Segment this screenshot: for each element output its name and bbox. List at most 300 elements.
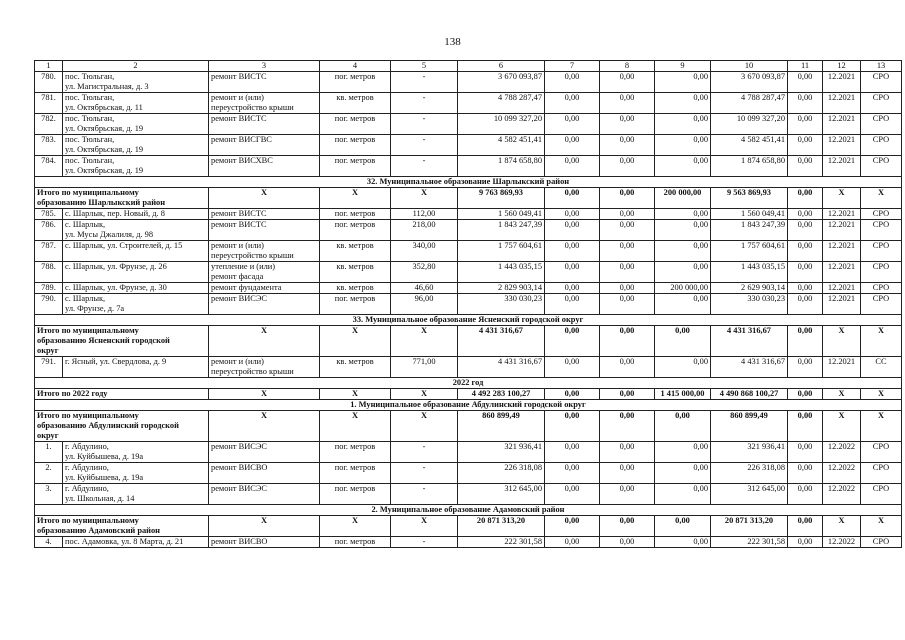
table-cell: 10 099 327,20 (711, 114, 788, 135)
table-cell: 783. (35, 135, 63, 156)
table-cell: 0,00 (788, 463, 823, 484)
subtotal-cell: 0,00 (655, 516, 711, 537)
table-cell: 0,00 (545, 463, 600, 484)
table-cell: 0,00 (788, 484, 823, 505)
table-cell: с. Шарлык, пер. Новый, д. 8 (63, 209, 209, 220)
table-row (35, 283, 902, 294)
subtotal-cell: X (209, 411, 320, 442)
table-cell: с. Шарлык, ул. Фрунзе, д. 30 (63, 283, 209, 294)
section-title: 33. Муниципальное образование Ясненский городской округ (35, 315, 902, 326)
subtotal-cell: 4 492 283 100,27 (458, 389, 545, 400)
subtotal-cell: 0,00 (600, 188, 655, 209)
subtotal-cell: X (823, 326, 861, 357)
column-number-cell: 2 (63, 61, 209, 72)
subtotal-cell: 9 763 869,93 (458, 188, 545, 209)
table-cell: 1 560 049,41 (458, 209, 545, 220)
table-row (35, 93, 902, 114)
column-number-cell: 5 (391, 61, 458, 72)
subtotal-cell: X (823, 389, 861, 400)
table-cell: СС (861, 357, 902, 378)
table-cell: 786. (35, 220, 63, 241)
subtotal-cell: 4 490 868 100,27 (711, 389, 788, 400)
table-cell: пог. метров (320, 484, 391, 505)
subtotal-cell: 20 871 313,20 (458, 516, 545, 537)
table-cell: - (391, 93, 458, 114)
table-cell: ремонт ВИСЭС (209, 442, 320, 463)
table-cell: 12.2021 (823, 357, 861, 378)
subtotal-cell: X (391, 516, 458, 537)
table-cell: 0,00 (788, 537, 823, 548)
table-cell: 0,00 (600, 463, 655, 484)
table-cell: 0,00 (600, 156, 655, 177)
table-cell: 0,00 (655, 537, 711, 548)
table-cell: г. Абдулино, ул. Куйбышева, д. 19а (63, 463, 209, 484)
table-cell: 12.2021 (823, 114, 861, 135)
table-cell: 0,00 (600, 114, 655, 135)
table-cell: 1 874 658,80 (458, 156, 545, 177)
table-cell: СРО (861, 537, 902, 548)
subtotal-cell: X (391, 188, 458, 209)
table-cell: пос. Тюльган, ул. Октябрьская, д. 11 (63, 93, 209, 114)
subtotal-cell: X (391, 389, 458, 400)
table-cell: пог. метров (320, 209, 391, 220)
table-cell: 0,00 (788, 294, 823, 315)
column-number-cell: 3 (209, 61, 320, 72)
table-cell: 12.2022 (823, 463, 861, 484)
table-cell: 0,00 (545, 357, 600, 378)
table-cell: ремонт ВИСХВС (209, 156, 320, 177)
capital-repair-table (34, 60, 902, 548)
table-cell: 12.2021 (823, 156, 861, 177)
table-cell: СРО (861, 442, 902, 463)
table-cell: ремонт и (или) переустройство крыши (209, 357, 320, 378)
table-cell: 0,00 (655, 241, 711, 262)
subtotal-cell: 0,00 (655, 411, 711, 442)
column-number-cell: 8 (600, 61, 655, 72)
table-cell: 781. (35, 93, 63, 114)
table-cell: 0,00 (545, 220, 600, 241)
table-cell: 12.2021 (823, 209, 861, 220)
table-row (35, 241, 902, 262)
table-row (35, 357, 902, 378)
table-cell: пос. Тюльган, ул. Магистральная, д. 3 (63, 72, 209, 93)
table-cell: 0,00 (545, 72, 600, 93)
table-cell: пог. метров (320, 442, 391, 463)
table-cell: 1 874 658,80 (711, 156, 788, 177)
table-cell: 0,00 (788, 283, 823, 294)
table-cell: - (391, 537, 458, 548)
column-number-row (35, 61, 902, 72)
table-cell: 0,00 (600, 241, 655, 262)
column-number-cell: 7 (545, 61, 600, 72)
subtotal-cell: X (320, 326, 391, 357)
table-cell: 12.2022 (823, 484, 861, 505)
column-number-cell: 11 (788, 61, 823, 72)
subtotal-row (35, 516, 902, 537)
section-title: 1. Муниципальное образование Абдулинский городской округ (35, 400, 902, 411)
column-number-cell: 13 (861, 61, 902, 72)
table-cell: пос. Тюльган, ул. Октябрьская, д. 19 (63, 135, 209, 156)
table-row (35, 262, 902, 283)
subtotal-row (35, 188, 902, 209)
subtotal-cell: X (391, 326, 458, 357)
table-cell: - (391, 114, 458, 135)
table-cell: СРО (861, 93, 902, 114)
table-cell: 791. (35, 357, 63, 378)
page-number: 138 (444, 36, 461, 48)
table-cell: 0,00 (788, 442, 823, 463)
column-number-cell: 12 (823, 61, 861, 72)
table-cell: СРО (861, 294, 902, 315)
table-cell: 12.2021 (823, 262, 861, 283)
subtotal-cell: 0,00 (600, 411, 655, 442)
table-cell: 4. (35, 537, 63, 548)
table-cell: 2 629 903,14 (711, 283, 788, 294)
subtotal-cell: X (209, 326, 320, 357)
table-cell: ремонт ВИСТС (209, 209, 320, 220)
subtotal-cell: X (823, 516, 861, 537)
table-cell: 200 000,00 (655, 283, 711, 294)
subtotal-cell: X (823, 188, 861, 209)
subtotal-cell: X (861, 188, 902, 209)
table-cell: 0,00 (655, 93, 711, 114)
table-cell: 4 431 316,67 (458, 357, 545, 378)
table-row (35, 209, 902, 220)
table-cell: 226 318,08 (458, 463, 545, 484)
table-cell: пос. Адамовка, ул. 8 Марта, д. 21 (63, 537, 209, 548)
table-cell: с. Шарлык, ул. Фрунзе, д. 7а (63, 294, 209, 315)
table-cell: г. Абдулино, ул. Куйбышева, д. 19а (63, 442, 209, 463)
subtotal-cell: 0,00 (545, 389, 600, 400)
table-cell: 12.2021 (823, 93, 861, 114)
table-cell: 0,00 (545, 135, 600, 156)
table-cell: 12.2021 (823, 72, 861, 93)
table-cell: 0,00 (788, 135, 823, 156)
subtotal-cell: X (209, 188, 320, 209)
subtotal-cell: 0,00 (788, 389, 823, 400)
subtotal-cell: X (209, 389, 320, 400)
table-cell: 0,00 (600, 220, 655, 241)
subtotal-cell: 1 415 000,00 (655, 389, 711, 400)
table-cell: 0,00 (545, 442, 600, 463)
table-cell: ремонт ВИСТС (209, 72, 320, 93)
table-cell: 330 030,23 (711, 294, 788, 315)
table-cell: 0,00 (655, 463, 711, 484)
subtotal-label: Итого по муниципальному образованию Абдулинский городской округ (35, 411, 209, 442)
table-cell: 340,00 (391, 241, 458, 262)
table-cell: 12.2021 (823, 220, 861, 241)
table-cell: 0,00 (600, 135, 655, 156)
subtotal-row (35, 389, 902, 400)
table-cell: 771,00 (391, 357, 458, 378)
table-cell: - (391, 72, 458, 93)
subtotal-cell: X (320, 411, 391, 442)
table-cell: пос. Тюльган, ул. Октябрьская, д. 19 (63, 114, 209, 135)
table-cell: 321 936,41 (458, 442, 545, 463)
table-cell: 3. (35, 484, 63, 505)
subtotal-cell: 860 899,49 (458, 411, 545, 442)
table-cell: 0,00 (600, 72, 655, 93)
table-cell: с. Шарлык, ул. Фрунзе, д. 26 (63, 262, 209, 283)
subtotal-cell: 9 563 869,93 (711, 188, 788, 209)
table-cell: 0,00 (600, 283, 655, 294)
section-title: 2022 год (35, 378, 902, 389)
subtotal-row (35, 326, 902, 357)
table-cell: 226 318,08 (711, 463, 788, 484)
table-cell: СРО (861, 283, 902, 294)
table-cell: кв. метров (320, 241, 391, 262)
table-cell: 790. (35, 294, 63, 315)
table-cell: СРО (861, 463, 902, 484)
table-cell: ремонт фундамента (209, 283, 320, 294)
section-title: 2. Муниципальное образование Адамовский район (35, 505, 902, 516)
table-cell: 112,00 (391, 209, 458, 220)
table-cell: 0,00 (655, 484, 711, 505)
table-cell: 321 936,41 (711, 442, 788, 463)
subtotal-cell: X (391, 411, 458, 442)
table-cell: 4 788 287,47 (711, 93, 788, 114)
table-cell: 787. (35, 241, 63, 262)
table-cell: пог. метров (320, 463, 391, 484)
table-cell: СРО (861, 484, 902, 505)
table-cell: утепление и (или) ремонт фасада (209, 262, 320, 283)
table-cell: 0,00 (655, 156, 711, 177)
table-cell: 788. (35, 262, 63, 283)
table-row (35, 220, 902, 241)
subtotal-cell: X (861, 516, 902, 537)
subtotal-label: Итого по муниципальному образованию Шарлыкский район (35, 188, 209, 209)
table-row (35, 135, 902, 156)
table-cell: 222 301,58 (711, 537, 788, 548)
table-cell: ремонт ВИСЭС (209, 294, 320, 315)
table-cell: 218,00 (391, 220, 458, 241)
table-cell: 0,00 (788, 209, 823, 220)
table-cell: СРО (861, 262, 902, 283)
table-cell: 0,00 (545, 484, 600, 505)
table-cell: СРО (861, 220, 902, 241)
table-cell: 312 645,00 (711, 484, 788, 505)
column-number-cell: 10 (711, 61, 788, 72)
table-row (35, 294, 902, 315)
table-cell: 0,00 (655, 114, 711, 135)
table-cell: 0,00 (788, 114, 823, 135)
table-cell: пог. метров (320, 156, 391, 177)
table-cell: 3 670 093,87 (711, 72, 788, 93)
table-cell: 784. (35, 156, 63, 177)
subtotal-cell: 4 431 316,67 (458, 326, 545, 357)
table-cell: 0,00 (545, 114, 600, 135)
table-cell: 0,00 (545, 294, 600, 315)
subtotal-cell: X (320, 389, 391, 400)
table-cell: кв. метров (320, 283, 391, 294)
table-cell: 12.2021 (823, 135, 861, 156)
table-cell: с. Шарлык, ул. Строителей, д. 15 (63, 241, 209, 262)
table-cell: 0,00 (600, 537, 655, 548)
table-cell: 4 582 451,41 (711, 135, 788, 156)
table-cell: ремонт ВИСЭС (209, 484, 320, 505)
table-cell: 1. (35, 442, 63, 463)
subtotal-cell: 0,00 (788, 188, 823, 209)
table-cell: 0,00 (600, 357, 655, 378)
table-cell: 782. (35, 114, 63, 135)
table-cell: 10 099 327,20 (458, 114, 545, 135)
table-cell: 4 582 451,41 (458, 135, 545, 156)
table-cell: 4 788 287,47 (458, 93, 545, 114)
subtotal-label: Итого по 2022 году (35, 389, 209, 400)
table-cell: 0,00 (655, 294, 711, 315)
subtotal-cell: 0,00 (655, 326, 711, 357)
table-cell: 0,00 (788, 262, 823, 283)
table-cell: 789. (35, 283, 63, 294)
table-row (35, 463, 902, 484)
table-cell: 0,00 (600, 294, 655, 315)
table-cell: 0,00 (655, 209, 711, 220)
table-cell: 1 757 604,61 (711, 241, 788, 262)
table-cell: 0,00 (545, 262, 600, 283)
subtotal-cell: 0,00 (545, 326, 600, 357)
table-cell: ремонт и (или) переустройство крыши (209, 241, 320, 262)
table-cell: СРО (861, 209, 902, 220)
table-cell: - (391, 484, 458, 505)
table-cell: 0,00 (600, 209, 655, 220)
table-cell: 0,00 (600, 442, 655, 463)
table-cell: пог. метров (320, 220, 391, 241)
subtotal-cell: 0,00 (600, 326, 655, 357)
subtotal-cell: 200 000,00 (655, 188, 711, 209)
subtotal-label: Итого по муниципальному образованию Ясненский городской округ (35, 326, 209, 357)
table-cell: 0,00 (788, 220, 823, 241)
table-cell: 1 843 247,39 (711, 220, 788, 241)
subtotal-row (35, 411, 902, 442)
table-cell: 780. (35, 72, 63, 93)
table-cell: - (391, 463, 458, 484)
table-cell: 12.2021 (823, 283, 861, 294)
table-cell: 0,00 (788, 156, 823, 177)
table-cell: 46,60 (391, 283, 458, 294)
section-header-row (35, 505, 902, 516)
table-cell: 96,00 (391, 294, 458, 315)
table-cell: ремонт ВИСГВС (209, 135, 320, 156)
table-cell: 1 443 035,15 (458, 262, 545, 283)
table-cell: 352,80 (391, 262, 458, 283)
table-cell: пог. метров (320, 72, 391, 93)
table-row (35, 442, 902, 463)
section-header-row (35, 378, 902, 389)
table-cell: 4 431 316,67 (711, 357, 788, 378)
table-cell: пос. Тюльган, ул. Октябрьская, д. 19 (63, 156, 209, 177)
table-cell: кв. метров (320, 262, 391, 283)
table-cell: СРО (861, 135, 902, 156)
subtotal-cell: 0,00 (545, 516, 600, 537)
subtotal-cell: 0,00 (545, 411, 600, 442)
table-cell: ремонт и (или) переустройство крыши (209, 93, 320, 114)
table-cell: 0,00 (545, 156, 600, 177)
table-cell: 0,00 (600, 484, 655, 505)
table-cell: СРО (861, 156, 902, 177)
table-cell: 2. (35, 463, 63, 484)
table-cell: 0,00 (545, 93, 600, 114)
table-cell: 1 443 035,15 (711, 262, 788, 283)
table-cell: 0,00 (545, 283, 600, 294)
table-cell: 0,00 (655, 135, 711, 156)
table-cell: СРО (861, 72, 902, 93)
table-cell: - (391, 156, 458, 177)
table-cell: кв. метров (320, 357, 391, 378)
table-row (35, 72, 902, 93)
table-cell: 0,00 (655, 357, 711, 378)
table-cell: 0,00 (788, 357, 823, 378)
table-cell: 1 843 247,39 (458, 220, 545, 241)
table-cell: 0,00 (600, 93, 655, 114)
section-header-row (35, 177, 902, 188)
table-cell: 0,00 (545, 209, 600, 220)
table-cell: ремонт ВИСТС (209, 220, 320, 241)
subtotal-label: Итого по муниципальному образованию Адамовский район (35, 516, 209, 537)
table-cell: - (391, 442, 458, 463)
section-title: 32. Муниципальное образование Шарлыкский район (35, 177, 902, 188)
table-cell: 12.2021 (823, 294, 861, 315)
table-cell: 3 670 093,87 (458, 72, 545, 93)
table-cell: 312 645,00 (458, 484, 545, 505)
table-cell: 0,00 (788, 72, 823, 93)
table-cell: 0,00 (545, 537, 600, 548)
subtotal-cell: X (320, 516, 391, 537)
table-cell: 1 560 049,41 (711, 209, 788, 220)
subtotal-cell: X (320, 188, 391, 209)
subtotal-cell: 0,00 (545, 188, 600, 209)
column-number-cell: 1 (35, 61, 63, 72)
table-cell: ремонт ВИСВО (209, 537, 320, 548)
table-cell: пог. метров (320, 294, 391, 315)
table-cell: 330 030,23 (458, 294, 545, 315)
table-cell: 0,00 (600, 262, 655, 283)
table-row (35, 537, 902, 548)
subtotal-cell: 0,00 (788, 411, 823, 442)
table-cell: 12.2022 (823, 442, 861, 463)
table-cell: ремонт ВИСВО (209, 463, 320, 484)
table-cell: СРО (861, 114, 902, 135)
table-row (35, 156, 902, 177)
subtotal-cell: 0,00 (600, 516, 655, 537)
subtotal-cell: X (823, 411, 861, 442)
table-cell: 0,00 (655, 72, 711, 93)
table-cell: - (391, 135, 458, 156)
subtotal-cell: X (861, 411, 902, 442)
table-cell: кв. метров (320, 93, 391, 114)
table-row (35, 114, 902, 135)
subtotal-cell: X (209, 516, 320, 537)
subtotal-cell: 860 899,49 (711, 411, 788, 442)
table-cell: 0,00 (655, 442, 711, 463)
subtotal-cell: X (861, 326, 902, 357)
table-cell: ремонт ВИСТС (209, 114, 320, 135)
column-number-cell: 9 (655, 61, 711, 72)
table-cell: пог. метров (320, 135, 391, 156)
table-cell: 1 757 604,61 (458, 241, 545, 262)
table-cell: г. Абдулино, ул. Школьная, д. 14 (63, 484, 209, 505)
subtotal-cell: 20 871 313,20 (711, 516, 788, 537)
section-header-row (35, 400, 902, 411)
table-cell: 0,00 (655, 262, 711, 283)
table-cell: 0,00 (788, 93, 823, 114)
subtotal-cell: 4 431 316,67 (711, 326, 788, 357)
section-header-row (35, 315, 902, 326)
table-cell: 0,00 (655, 220, 711, 241)
table-cell: пог. метров (320, 537, 391, 548)
column-number-cell: 4 (320, 61, 391, 72)
table-cell: г. Ясный, ул. Свердлова, д. 9 (63, 357, 209, 378)
column-number-cell: 6 (458, 61, 545, 72)
